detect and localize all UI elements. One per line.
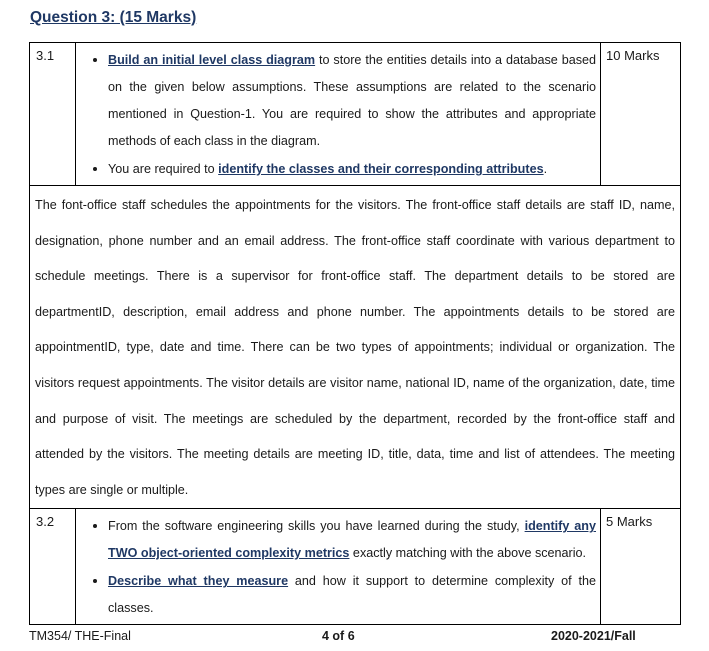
footer-page-number: 4 of 6	[322, 629, 355, 643]
bullet-build-diagram	[108, 46, 596, 155]
bullet-text: From the software engineering skills you have learned during the study,	[108, 519, 525, 534]
emphasis-text: identify any TWO object-oriented complexity metrics	[108, 519, 596, 561]
part-3-1-row	[30, 43, 681, 186]
bullet-describe-measure	[108, 567, 596, 622]
footer-course: TM354/ THE-Final	[29, 629, 131, 643]
question-title: Question 3: (15 Marks)	[30, 9, 197, 26]
emphasis-text: Describe what they measure	[108, 574, 289, 589]
bullet-identify-metrics	[108, 512, 596, 567]
bullet-text: exactly matching with the above scenario.	[349, 546, 587, 561]
scenario-row	[30, 186, 681, 509]
bullet-text: You are required to	[108, 162, 219, 176]
bullet-text: and how it support to determine complexity of the classes.	[108, 574, 596, 616]
scenario-cell	[30, 186, 681, 509]
bullet-identify-classes	[108, 155, 596, 183]
emphasis-text: identify the classes and their corresponding attributes	[218, 162, 544, 176]
part-body	[76, 43, 601, 186]
part-3-2-row	[30, 509, 681, 625]
emphasis-text: Build an initial level class diagram	[108, 53, 316, 67]
marks-label: 5 Marks	[601, 509, 681, 625]
question-table	[29, 42, 681, 625]
part-number: 3.2	[30, 509, 76, 625]
part-number: 3.1	[30, 43, 76, 186]
bullet-text: to store the entities details into a database based on the given below assumptions. These assumptions are related to the scenario mentioned in Question-1. You are required to show the attributes and appropriate methods of each class in the diagram.	[108, 53, 597, 148]
bullet-text: .	[543, 162, 548, 176]
marks-label: 10 Marks	[601, 43, 681, 186]
part-body	[76, 509, 601, 625]
scenario-text: The font-office staff schedules the appointments for the visitors. The front-office staff details are staff ID, name, designation, phone number and an email address. The front-office staff coordinate with various department to schedule meetings. There is a supervisor for front-office staff. The department details to be stored are departmentID, description, email address and phone number. The appointments details to be stored are appointmentID, type, date and time. There can be two types of appointments; individual or organization. The visitors request appointments. The visitor details are visitor name, national ID, name of the organization, date, time and purpose of visit. The meetings are scheduled by the department, recorded by the front-office staff and attended by the visitors. The meeting details are meeting ID, title, data, time and list of attendees. The meeting types are single or multiple.	[35, 198, 675, 497]
footer-term: 2020-2021/Fall	[551, 629, 636, 643]
